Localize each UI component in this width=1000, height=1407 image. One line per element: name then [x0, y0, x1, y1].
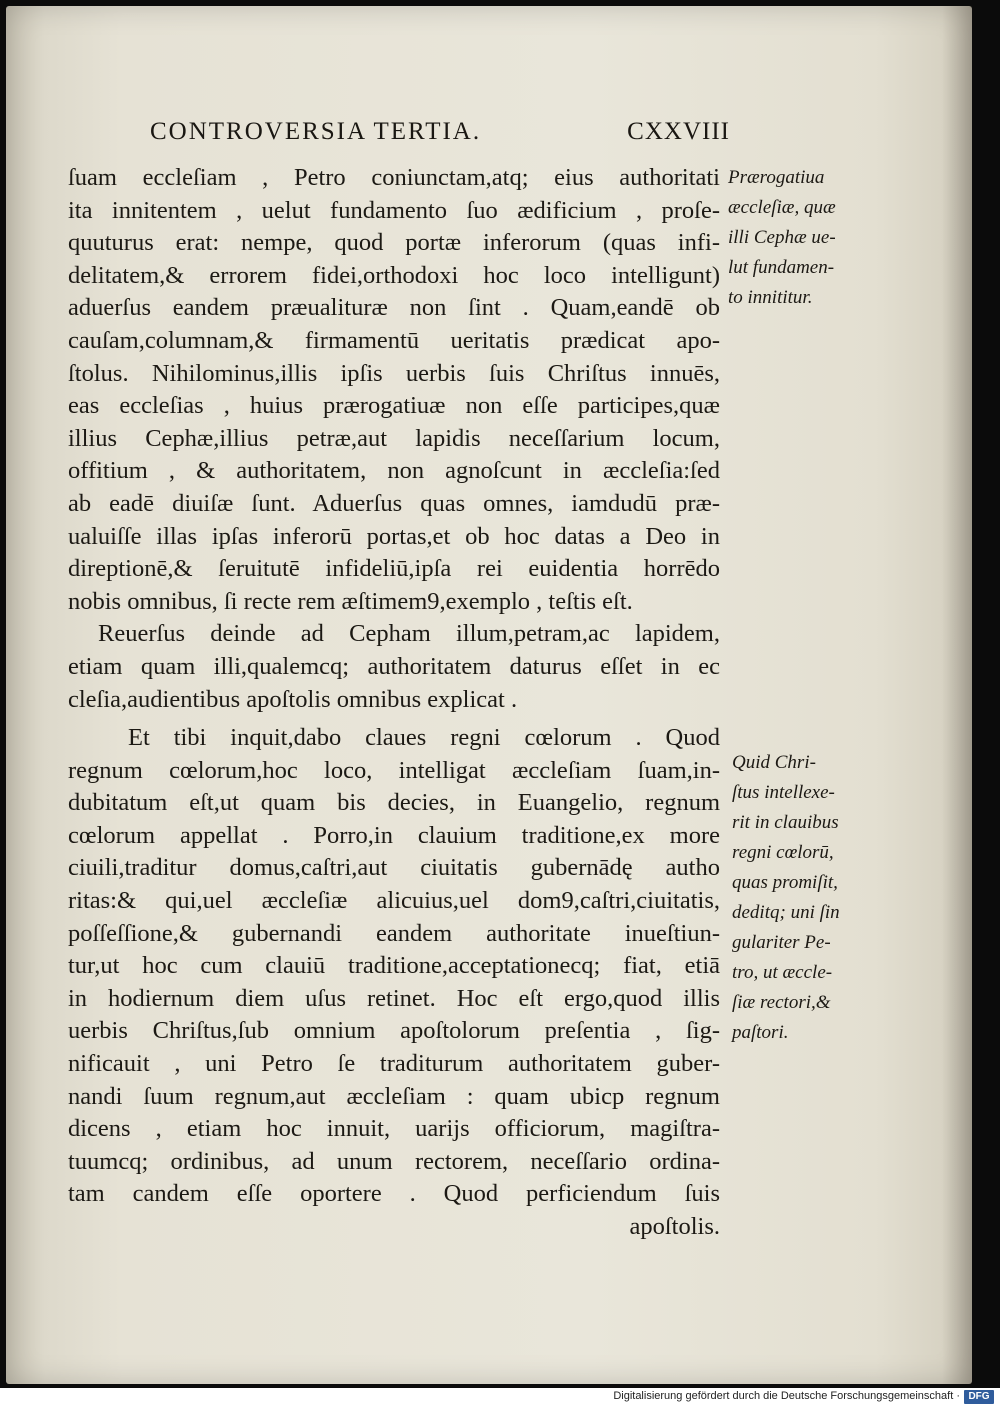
funding-credit: Digitalisierung gefördert durch die Deutsche Forschungsgemeinschaft · [613, 1390, 960, 1402]
text-line: tur,ut hoc cum clauiū traditione,acceptationecq; fiat, etiā [68, 952, 720, 980]
margin-note-keys [732, 748, 852, 1048]
margin-note-line: quas promiſit, [732, 872, 838, 893]
margin-note-line: to innititur. [728, 287, 813, 308]
margin-note-line: paſtori. [732, 1022, 789, 1043]
catchword-line: apoſtolis. [629, 1213, 720, 1240]
text-line: nobis omnibus, ſi recte rem æſtimem9,exemplo , teſtis eſt. [68, 587, 633, 615]
margin-note-line: illi Cephæ ue- [728, 227, 836, 248]
folio-number: CXXVIII [627, 118, 730, 145]
text-line: uerbis Chriſtus,ſub omnium apoſtolorum preſentia , ſig- [68, 1017, 720, 1045]
text-line: delitatem,& errorem fidei,orthodoxi hoc loco intelligunt) [68, 261, 720, 289]
text-line: cleſia,audientibus apoſtolis omnibus explicat . [68, 685, 518, 713]
margin-note-line: Prærogatiua [728, 167, 825, 188]
paragraph-start-line: Et tibi inquit,dabo claues regni cœlorum . Quod [128, 724, 720, 752]
margin-note-prerogative [728, 163, 848, 313]
text-line: ſuam eccleſiam , Petro coniunctam,atq; eius authoritati [68, 164, 720, 191]
text-line: cauſam,columnam,& firmamentū ueritatis prædicat apo- [68, 326, 720, 354]
text-line: dubitatum eſt,ut quam bis decies, in Euangelio, regnum [68, 789, 720, 817]
dfg-logo: DFG [964, 1390, 994, 1404]
margin-note-line: rit in clauibus [732, 812, 839, 833]
margin-note-line: ſiæ rectori,& [732, 992, 831, 1013]
margin-note-line: lut fundamen- [728, 257, 835, 278]
margin-note-line: tro, ut æccle- [732, 962, 833, 983]
text-line: offitium , & authoritatem, non agnoſcunt in æccleſia:ſed [68, 457, 720, 485]
text-line: dicens , etiam hoc innuit, uarijs officiorum, magiſtra- [68, 1115, 720, 1143]
margin-note-line: gulariter Pe- [732, 932, 831, 953]
text-line: quuturus erat: nempe, quod portæ inferorum (quas infi- [68, 229, 720, 257]
text-line: ſtolus. Nihilominus,illis ipſis uerbis ſuis Chriſtus innuēs, [68, 359, 720, 387]
text-line: poſſeſſione,& gubernandi eandem authoritate inueſtiun- [68, 919, 720, 947]
text-line: ualuiſſe illas ipſas inferorū portas,et ob hoc datas a Deo in [68, 522, 720, 550]
text-line: ritas:& qui,uel æccleſiæ alicuius,uel dom9,caſtri,ciuitatis, [68, 887, 720, 915]
margin-note-line: deditq; uni ſin [732, 902, 840, 923]
running-head [150, 118, 730, 152]
text-line: regnum cœlorum,hoc loco, intelligat æccleſiam ſuam,in- [68, 756, 720, 784]
text-line: nandi ſuum regnum,aut æccleſiam : quam ubicp regnum [68, 1082, 720, 1110]
text-line: etiam quam illi,qualemcq; authoritatem daturus eſſet in ec [68, 652, 720, 680]
running-head-title: CONTROVERSIA TERTIA. [150, 118, 482, 145]
text-line: tam candem eſſe oportere . Quod perficiendum ſuis [68, 1180, 720, 1208]
text-line: ciuili,traditur domus,caſtri,aut ciuitatis gubernādę autho [68, 854, 720, 882]
text-line: ita innitentem , uelut fundamento ſuo ædificium , proſe- [68, 196, 720, 224]
text-line: aduerſus eandem præualituræ non ſint . Quam,eandē ob [68, 294, 720, 322]
text-line: illius Cephæ,illius petræ,aut lapidis neceſſarium locum, [68, 424, 720, 452]
text-line: ab eadē diuiſæ ſunt. Aduerſus quas omnes, iamdudū præ- [68, 489, 720, 517]
margin-note-line: Quid Chri- [732, 752, 816, 773]
text-line: direptionē,& ſeruitutē infideliū,ipſa rei euidentia horrēdo [68, 555, 720, 583]
text-line: cœlorum appellat . Porro,in clauium traditione,ex more [68, 821, 720, 849]
text-line: in hodiernum diem uſus retinet. Hoc eſt ergo,quod illis [68, 984, 720, 1012]
margin-note-line: regni cœlorū, [732, 842, 834, 863]
page-edge-shadow [942, 6, 972, 1384]
text-line: nificauit , uni Petro ſe traditurum authoritatem guber- [68, 1050, 720, 1078]
margin-note-line: ſtus intellexe- [732, 782, 835, 803]
main-text-column [68, 162, 720, 1244]
text-line: tuumcq; ordinibus, ad unum rectorem, neceſſario ordina- [68, 1147, 720, 1175]
paragraph-start-line: Reuerſus deinde ad Cepham illum,petram,ac lapidem, [98, 620, 720, 648]
text-line: eas eccleſias , huius prærogatiuæ non eſſe participes,quæ [68, 392, 720, 420]
digitization-footer [0, 1388, 1000, 1407]
margin-note-line: æccleſiæ, quæ [728, 197, 836, 218]
